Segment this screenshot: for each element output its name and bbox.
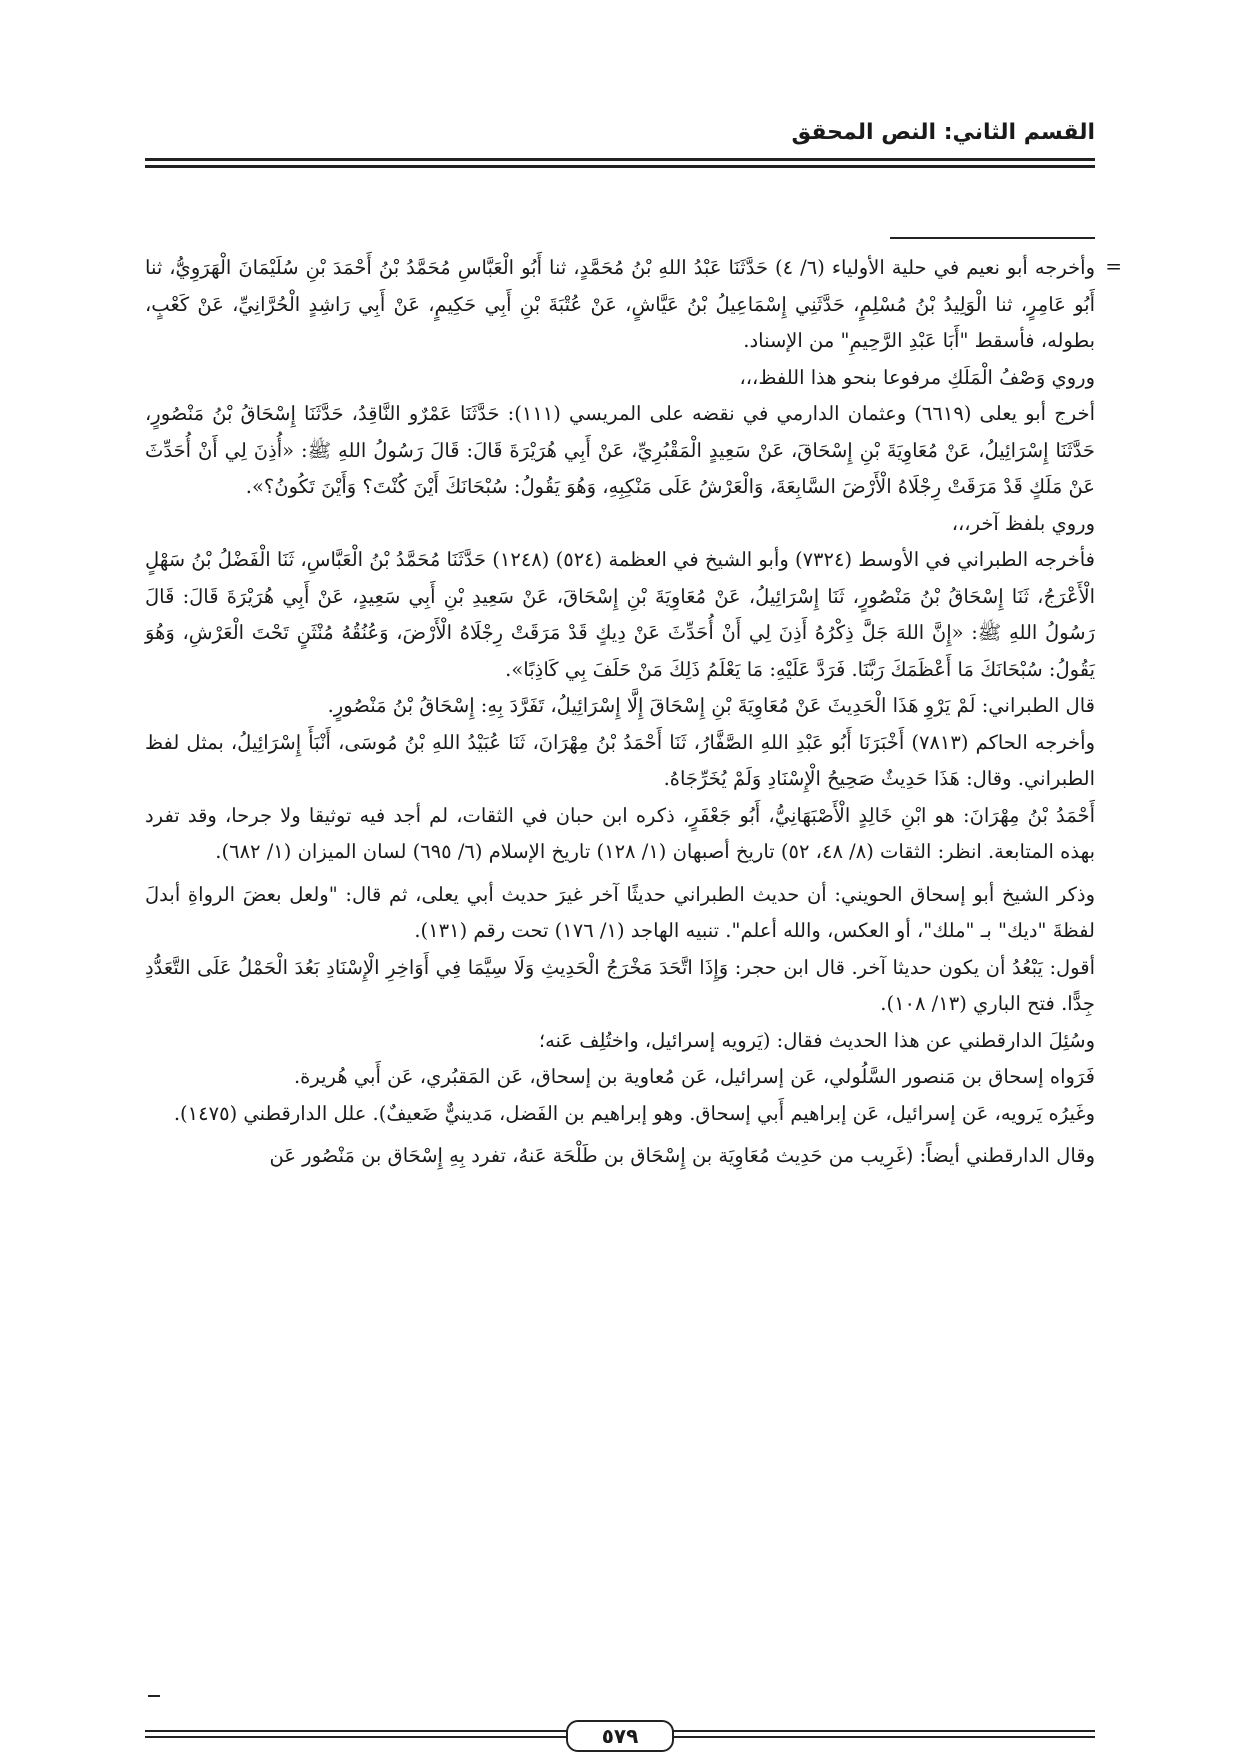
paragraph-ahmad-mihran: أَحْمَدُ بْنُ مِهْرَانَ: هو ابْنِ خَالِدٍ الْأَصْبَهَانِيُّ، أَبُو جَعْفَرٍ، ذكره ابن حبان في الثقات، لم أجد فيه توثيقا ولا جرحا، وقد تفرد بهذه المتابعة. انظر: الثقات (٨/ ٤٨، ٥٢) تاريخ أصبهان (١/ ١٢٨) تاريخ الإسلام (٦/ ٦٩٥) لسان الميزان (١/ ٦٨٢). <box>145 803 1095 863</box>
page-number: ٥٧٩ <box>566 1720 674 1752</box>
paragraph-author-opinion: أقول: يَبْعُدُ أن يكون حديثا آخر. قال ابن حجر: وَإِذَا اتَّحَدَ مَخْرَجُ الْحَدِيثِ وَلَا سِيَّمَا فِي أَوَاخِرِ الْإِسْنَادِ بَعُدَ الْحَمْلُ عَلَى التَّعَدُّدِ جِدًّا. فتح الباري (١٣/ ١٠٨). <box>145 955 1095 1015</box>
header-rule-top <box>145 158 1095 161</box>
paragraph-daraqutni-narration: فَرَواه إسحاق بن مَنصور السَّلُولي، عَن إسرائيل، عَن مُعاوية بن إسحاق، عَن المَقبُري، عَن أَبي هُريرة. <box>293 1065 1095 1088</box>
paragraph-daraqutni-question: وسُئِلَ الدارقطني عن هذا الحديث فقال: (يَرويه إسرائيل، واختُلِف عَنه؛ <box>538 1028 1095 1052</box>
paragraph-abu-yala: أخرج أبو يعلى (٦٦١٩) وعثمان الدارمي في نقضه على المريسي (١١١): حَدَّثَنَا عَمْرٌو النَّاقِدُ، حَدَّثَنَا إِسْحَاقُ بْنُ مَنْصُورٍ، حَدَّثَنَا إِسْرَائِيلُ، عَنْ مُعَاوِيَةَ بْنِ إِسْحَاقَ، عَنْ سَعِيدٍ الْمَقْبُرِيِّ، عَنْ أَبِي هُرَيْرَةَ قَالَ: قَالَ رَسُولُ اللهِ ﷺ: «أُذِنَ لِي أَنْ أُحَدِّثَ عَنْ مَلَكٍ قَدْ مَرَقَتْ رِجْلَاهُ الْأَرْضَ السَّابِعَةَ، وَالْعَرْشُ عَلَى مَنْكِبِهِ، وَهُوَ يَقُولُ: سُبْحَانَكَ أَيْنَ كُنْتَ؟ وَأَيْنَ تَكُونُ؟». <box>145 402 1096 498</box>
paragraph-tabarani-comment: قال الطبراني: لَمْ يَرْوِ هَذَا الْحَدِيثَ عَنْ مُعَاوِيَةَ بْنِ إِسْحَاقَ إِلَّا إِسْرَائِيلُ، تَفَرَّدَ بِهِ: إِسْحَاقُ بْنُ مَنْصُورٍ. <box>327 694 1095 717</box>
continuation-dash-end <box>148 1695 160 1697</box>
paragraph-tabarani: فأخرجه الطبراني في الأوسط (٧٣٢٤) وأبو الشيخ في العظمة (٥٢٤) (١٢٤٨) حَدَّثَنَا مُحَمَّدُ بْنُ الْعَبَّاسِ، ثَنَا الْفَضْلُ بْنُ سَهْلٍ الْأَعْرَجُ، ثَنَا إِسْحَاقُ بْنُ مَنْصُورٍ، ثَنَا إِسْرَائِيلُ، عَنْ مُعَاوِيَةَ بْنِ إِسْحَاقَ، عَنْ سَعِيدِ بْنِ أَبِي سَعِيدٍ، عَنْ أَبِي هُرَيْرَةَ قَالَ: قَالَ رَسُولُ اللهِ ﷺ: «إِنَّ اللهَ جَلَّ ذِكْرُهُ أَذِنَ لِي أَنْ أُحَدِّثَ عَنْ دِيكٍ قَدْ مَرَقَتْ رِجْلَاهُ الْأَرْضَ، وَعُنُقُهُ مُنْثَنٍ تَحْتَ الْعَرْشِ، وَهُوَ يَقُولُ: سُبْحَانَكَ مَا أَعْظَمَكَ رَبَّنَا. فَرَدَّ عَلَيْهِ: مَا يَعْلَمُ ذَلِكَ مَنْ حَلَفَ بِي كَاذِبًا». <box>145 548 1096 681</box>
footnote-body <box>145 250 1095 1175</box>
paragraph-other-wording: وروي بلفظ آخر،،، <box>951 511 1095 535</box>
paragraph-daraqutni-others: وغَيرُه يَرويه، عَن إسرائيل، عَن إبراهيم أَبي إسحاق. وهو إبراهيم بن الفَضل، مَدينيٌّ ضَعيفٌ). علل الدارقطني (١٤٧٥). <box>173 1101 1095 1125</box>
paragraph-huwayni: وذكر الشيخ أبو إسحاق الحويني: أن حديث الطبراني حديثًا آخر غيرَ حديث أبي يعلى، ثم قال: "ولعل بعضَ الرواةِ أبدلَ لفظةَ "ديك" بـ "ملك"، أو العكس، والله أعلم". تنبيه الهاجد (١/ ١٧٦) تحت رقم (١٣١). <box>145 882 1095 942</box>
header-rule-bottom <box>145 165 1095 168</box>
paragraph-abu-nuaym: وأخرجه أبو نعيم في حلية الأولياء (٦/ ٤) حَدَّثَنَا عَبْدُ اللهِ بْنُ مُحَمَّدٍ، ثنا أَبُو الْعَبَّاسِ مُحَمَّدُ بْنُ أَحْمَدَ بْنِ سُلَيْمَانَ الْهَرَوِيُّ، ثنا أَبُو عَامِرٍ، ثنا الْوَلِيدُ بْنُ مُسْلِمٍ، حَدَّثَنِي إِسْمَاعِيلُ بْنُ عَيَّاشٍ، عَنْ عُتْبَةَ بْنِ أَبِي حَكِيمٍ، عَنْ أَبِي رَاشِدٍ الْحُرَّانِيِّ، عَنْ كَعْبٍ، بطوله، فأسقط "أَبَا عَبْدِ الرَّحِيمِ" من الإسناد. <box>145 256 1095 352</box>
paragraph-daraqutni-also: وقال الدارقطني أيضاً: (غَرِيب من حَدِيث مُعَاوِيَة بن إِسْحَاق بن طَلْحَة عَنهُ، تفرد بِهِ إِسْحَاق بن مَنْصُور عَن <box>269 1144 1095 1167</box>
paragraph-angel-description: وروي وَصْفُ الْمَلَكِ مرفوعا بنحو هذا اللفظ،،، <box>739 365 1095 389</box>
footnote-separator <box>890 237 1095 239</box>
paragraph-hakim: وأخرجه الحاكم (٧٨١٣) أَخْبَرَنَا أَبُو عَبْدِ اللهِ الصَّفَّارُ، ثَنَا أَحْمَدُ بْنُ مِهْرَانَ، ثَنَا عُبَيْدُ اللهِ بْنُ مُوسَى، أَنْبَأَ إِسْرَائِيلُ، بمثل لفظ الطبراني. وقال: هَذَا حَدِيثٌ صَحِيحُ الْإِسْنَادِ وَلَمْ يُخَرِّجَاهُ. <box>145 730 1096 790</box>
page-header-title: القسم الثاني: النص المحقق <box>791 120 1095 145</box>
page-footer <box>145 1720 1095 1746</box>
continuation-mark: = <box>1105 254 1122 278</box>
